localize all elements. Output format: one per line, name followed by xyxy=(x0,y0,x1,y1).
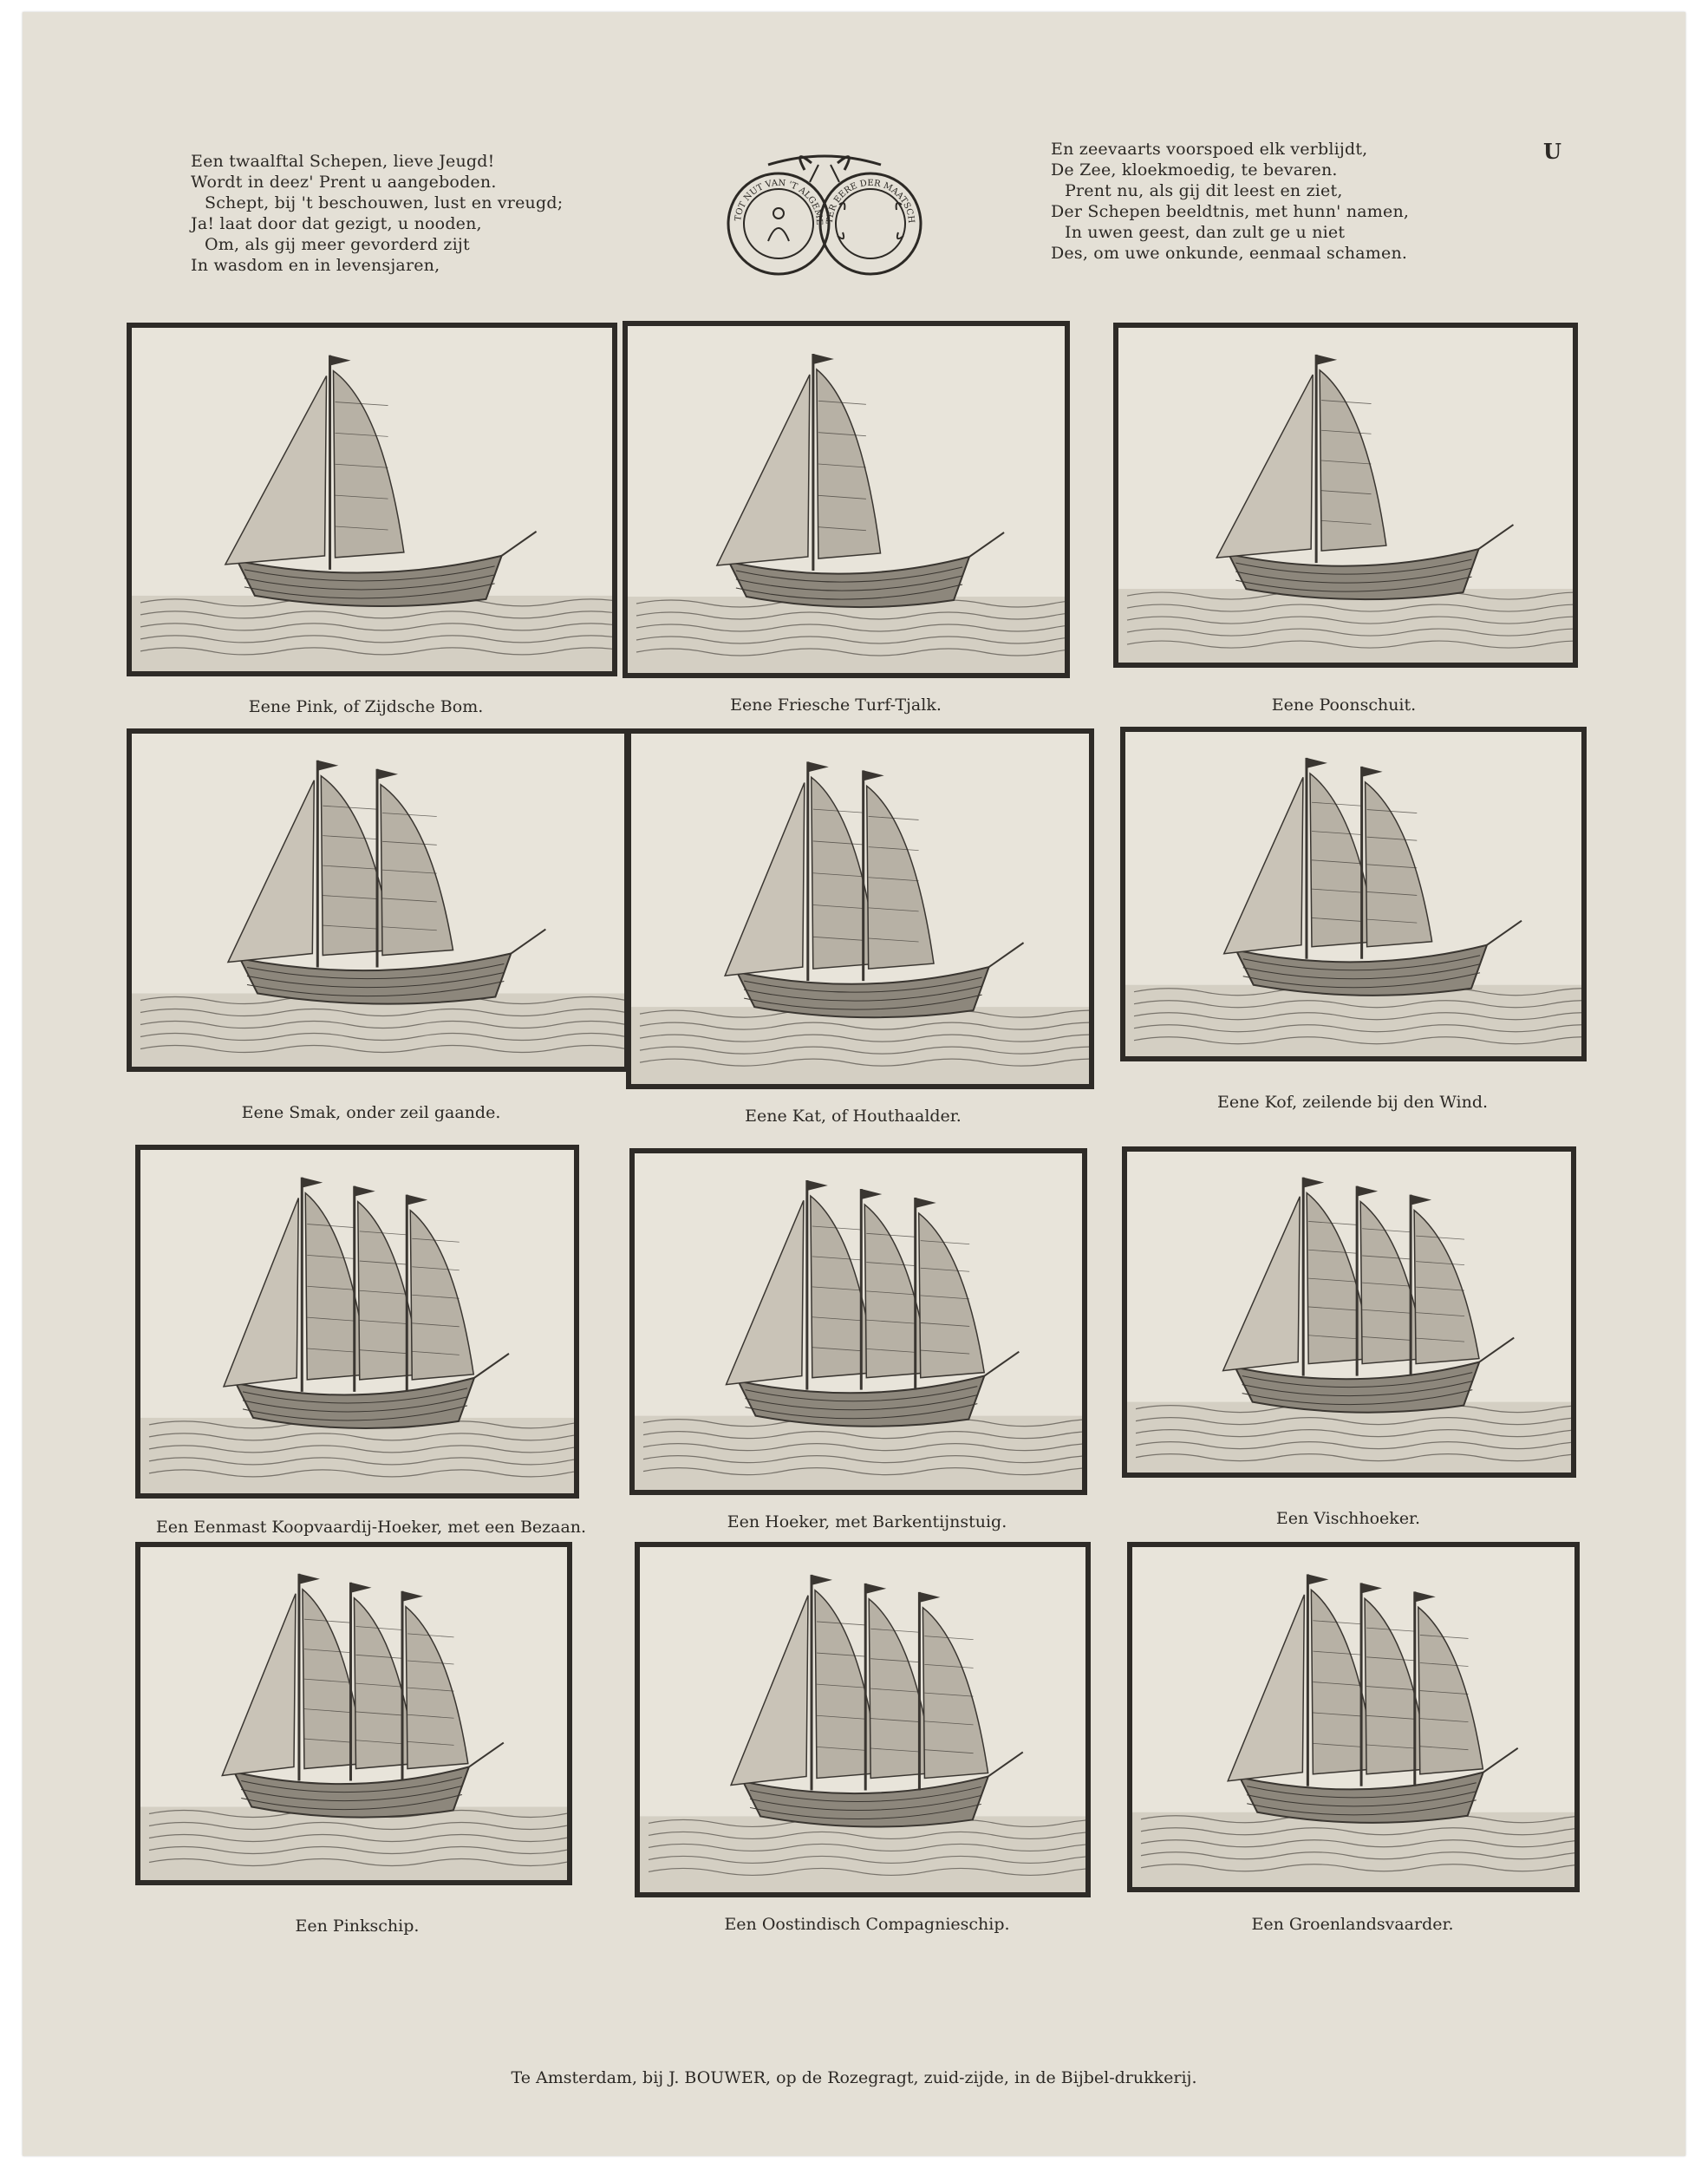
ship-illustration xyxy=(140,1150,574,1493)
ship-caption: Een Pinkschip. xyxy=(295,1917,420,1936)
ship-woodcut-panel xyxy=(629,1148,1087,1495)
verse-line: De Zee, kloekmoedig, te bevaren. xyxy=(1051,160,1338,180)
ship-illustration xyxy=(132,328,612,671)
ship-woodcut-panel xyxy=(135,1145,579,1499)
ship-caption: Een Hoeker, met Barkentijnstuig. xyxy=(727,1512,1007,1531)
ship-caption: Een Eenmast Koopvaardij-Hoeker, met een Bezaan. xyxy=(155,1518,587,1537)
ship-illustration xyxy=(1132,1547,1574,1887)
ship-woodcut-panel xyxy=(623,321,1070,678)
ship-caption: Een Oostindisch Compagnieschip. xyxy=(724,1915,1010,1934)
signature-letter: U xyxy=(1543,139,1561,164)
ship-illustration xyxy=(1127,1152,1571,1473)
verse-line: Der Schepen beeldtnis, met hunn' namen, xyxy=(1051,202,1410,221)
ship-caption: Eene Pink, of Zijdsche Bom. xyxy=(248,697,484,716)
emblem-right-text: TER EERE DER MAATSCH xyxy=(825,178,916,225)
ship-illustration xyxy=(132,734,624,1067)
verse-line: En zeevaarts voorspoed elk verblijdt, xyxy=(1051,140,1368,159)
ship-illustration xyxy=(631,734,1089,1084)
ship-illustration xyxy=(628,326,1065,673)
ship-illustration xyxy=(640,1547,1085,1892)
verse-line: Schept, bij 't beschouwen, lust en vreugd; xyxy=(205,193,564,212)
verse-line: Des, om uwe onkunde, eenmaal schamen. xyxy=(1051,244,1408,263)
verse-line: Een twaalftal Schepen, lieve Jeugd! xyxy=(191,152,495,171)
ship-woodcut-panel xyxy=(1122,1146,1576,1478)
ship-illustration xyxy=(140,1547,567,1880)
ship-caption: Eene Friesche Turf-Tjalk. xyxy=(730,695,942,715)
ship-woodcut-panel xyxy=(127,728,629,1072)
ship-woodcut-panel xyxy=(1127,1542,1580,1892)
ship-woodcut-panel xyxy=(1113,323,1578,668)
verse-line: In uwen geest, dan zult ge u niet xyxy=(1065,223,1346,242)
ship-illustration xyxy=(635,1153,1082,1490)
ship-illustration xyxy=(1125,732,1581,1056)
ship-caption: Eene Poonschuit. xyxy=(1271,695,1417,715)
verse-line: In wasdom en in levensjaren, xyxy=(191,256,440,275)
verse-line: Ja! laat door dat gezigt, u nooden, xyxy=(191,214,482,233)
verse-right xyxy=(1051,139,1409,264)
verse-line: Wordt in deez' Prent u aangeboden. xyxy=(191,173,497,192)
emblem-left-text: TOT NUT VAN 'T ALGEME xyxy=(733,178,825,225)
ship-caption: Een Groenlandsvaarder. xyxy=(1251,1915,1454,1934)
ship-caption: Eene Smak, onder zeil gaande. xyxy=(241,1103,501,1122)
ship-woodcut-panel xyxy=(135,1542,572,1885)
ship-illustration xyxy=(1118,328,1573,663)
ship-woodcut-panel xyxy=(1120,727,1587,1061)
ship-caption: Een Vischhoeker. xyxy=(1275,1509,1421,1528)
ship-woodcut-panel xyxy=(626,728,1094,1089)
ship-caption: Eene Kat, of Houthaalder. xyxy=(745,1107,962,1126)
ship-woodcut-panel xyxy=(635,1542,1091,1897)
verse-line: Prent nu, als gij dit leest en ziet, xyxy=(1065,181,1343,200)
ship-caption: Eene Kof, zeilende bij den Wind. xyxy=(1216,1093,1489,1112)
imprint-footer: Te Amsterdam, bij J. BOUWER, op de Rozegragt, zuid-zijde, in de Bijbel-drukkerij. xyxy=(511,2068,1197,2087)
emblem-rings xyxy=(716,146,933,284)
verse-line: Om, als gij meer gevorderd zijt xyxy=(205,235,470,254)
verse-left xyxy=(191,151,563,276)
ship-woodcut-panel xyxy=(127,323,617,676)
